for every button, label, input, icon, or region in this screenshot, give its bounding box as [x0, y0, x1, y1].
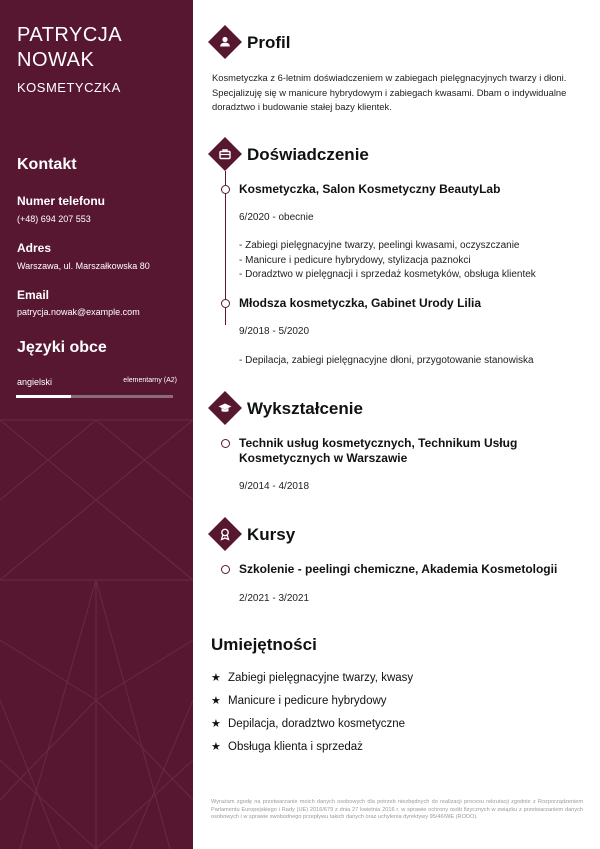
experience-bullet: - Manicure i pedicure hybrydowy, stylizacja paznokci [239, 254, 471, 266]
experience-title: Kosmetyczka, Salon Kosmetyczny BeautyLab [239, 182, 501, 196]
experience-bullet: - Depilacja, zabiegi pielęgnacyjne dłoni, przygotowanie stanowiska [239, 355, 534, 366]
phone-label: Numer telefonu [17, 194, 106, 208]
timeline-dot [221, 185, 230, 194]
timeline-dot [221, 565, 230, 574]
course-date: 2/2021 - 3/2021 [239, 593, 310, 604]
profile-heading: Profil [247, 33, 291, 52]
skill-label: Manicure i pedicure hybrydowy [228, 695, 387, 707]
address-value: Warszawa, ul. Marszałkowska 80 [17, 261, 150, 271]
email-label: Email [17, 288, 50, 302]
education-section-icon [208, 391, 242, 425]
sidebar [0, 0, 193, 849]
education-heading: Wykształcenie [247, 399, 363, 418]
education-title-line: Technik usług kosmetycznych, Technikum Usług [239, 436, 518, 450]
skills-heading: Umiejętności [211, 635, 317, 654]
skill-label: Depilacja, doradztwo kosmetyczne [228, 718, 406, 730]
skill-label: Zabiegi pielęgnacyjne twarzy, kwasy [228, 672, 414, 684]
graduation-cap-icon [217, 400, 233, 416]
experience-heading: Doświadczenie [247, 145, 369, 164]
experience-title: Młodsza kosmetyczka, Gabinet Urody Lilia [239, 296, 482, 310]
star-icon: ★ [211, 695, 221, 707]
email-value: patrycja.nowak@example.com [17, 307, 140, 317]
skill-item [211, 740, 363, 753]
course-title: Szkolenie - peelingi chemiczne, Akademia Kosmetologii [239, 562, 558, 576]
education-date: 9/2014 - 4/2018 [239, 481, 310, 492]
profile-text: Kosmetyczka z 6-letnim doświadczeniem w zabiegach pielęgnacyjnych twarzy i dłoni. Specjalizuję się w manicure hybrydowym i zabiegach kwasami. Dbam o indywidualne doradztwo i budowanie stałej bazy klientek. [212, 72, 567, 112]
phone-value: (+48) 694 207 553 [17, 214, 91, 224]
briefcase-icon [217, 146, 233, 162]
language-level-bar [16, 395, 173, 398]
award-icon [217, 526, 233, 542]
address-label: Adres [17, 241, 52, 255]
language-name: angielski [17, 377, 53, 387]
experience-bullet: - Zabiegi pielęgnacyjne twarzy, peelingi kwasami, oczyszczanie [239, 240, 520, 251]
education-title [239, 436, 517, 466]
job-title: KOSMETYCZKA [17, 80, 121, 95]
main-content [193, 0, 600, 849]
star-icon: ★ [211, 741, 221, 753]
experience-bullet: - Doradztwo w pielęgnacji i sprzedaż kosmetyków, obsługa klientek [239, 269, 536, 280]
skill-label: Obsługa klienta i sprzedaż [228, 741, 363, 753]
education-title-line: Kosmetycznych w Warszawie [239, 451, 408, 465]
experience-section-icon [208, 137, 242, 171]
gdpr-consent-clause: Wyrażam zgodę na przetwarzanie moich danych osobowych dla potrzeb niezbędnych do realizacji procesu rekrutacji zgodnie z Rozporządzeniem Parlamentu Europejskiego i Rady (UE) 2016/679 z dnia 27 kwietnia 2016 r. w sprawie ochrony osób fizycznych w związku z przetwarzaniem danych osobowych i w sprawie swobodnego przepływu takich danych oraz uchylenia dyrektywy 95/46/WE (RODO). [211, 799, 583, 820]
language-level: elementarny (A2) [123, 377, 177, 384]
timeline-dot [221, 439, 230, 448]
language-level-fill [16, 395, 71, 398]
skill-item [211, 694, 387, 707]
experience-date: 6/2020 - obecnie [239, 212, 314, 223]
courses-section-icon [208, 517, 242, 551]
star-icon: ★ [211, 718, 221, 730]
languages-heading: Języki obce [17, 339, 107, 356]
star-icon: ★ [211, 672, 221, 684]
experience-date: 9/2018 - 5/2020 [239, 326, 310, 337]
skill-item [211, 671, 413, 684]
courses-heading: Kursy [247, 525, 296, 544]
person-icon [217, 34, 233, 50]
person-name: PATRYCJA NOWAK [17, 24, 122, 71]
profile-section-icon [208, 25, 242, 59]
timeline-dot [221, 299, 230, 308]
skill-item [211, 717, 405, 730]
contact-heading: Kontakt [17, 156, 77, 173]
